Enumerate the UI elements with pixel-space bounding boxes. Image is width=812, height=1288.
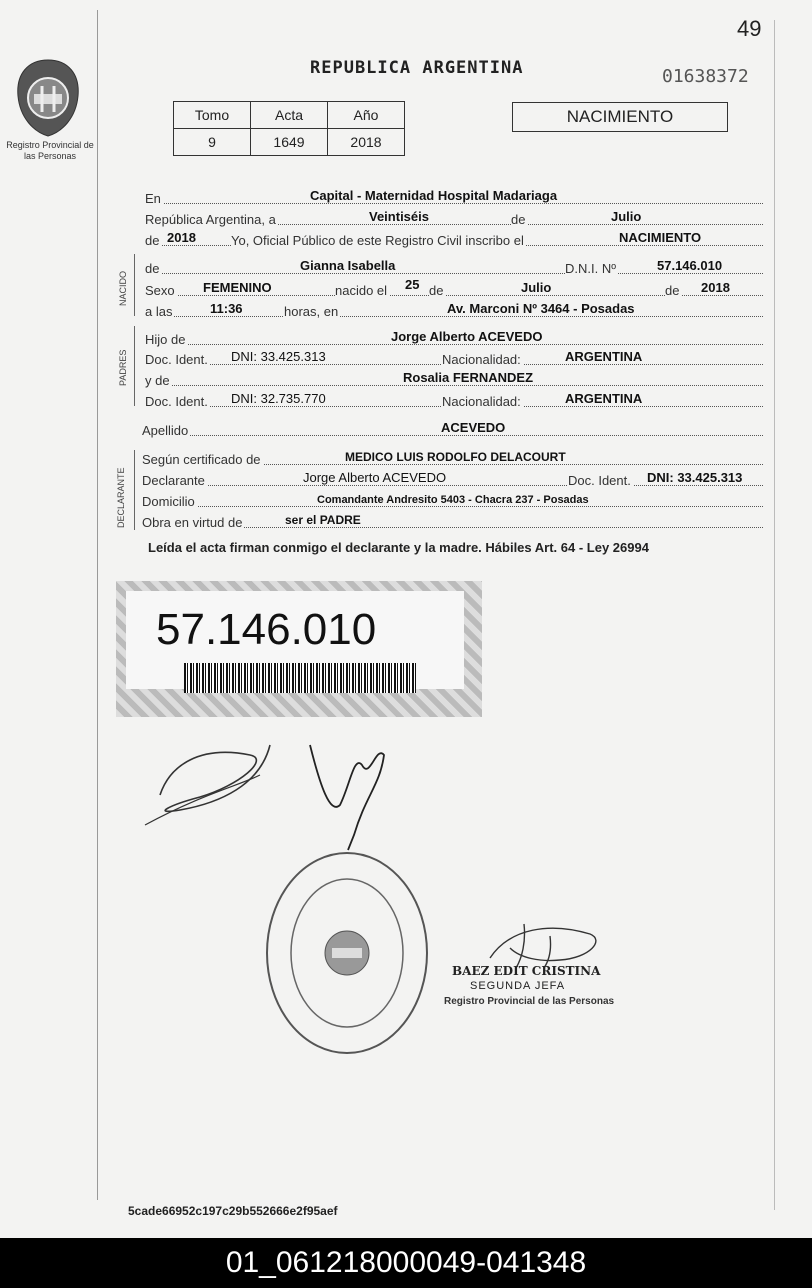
value-mes: Julio [611,209,642,224]
value-apellido: ACEVEDO [441,420,506,435]
header-tomo: Tomo [174,102,251,129]
serial-number: 01638372 [662,66,749,87]
stamp-inner [126,591,464,689]
row-apellido [142,418,763,438]
label-sexo: Sexo [145,283,175,298]
bracket-padres [134,326,135,406]
header-acta: Acta [251,102,328,129]
value-nac-anio: 2018 [701,280,730,295]
value-declarante: Jorge Alberto ACEVEDO [303,470,447,485]
label-nac-de: de [429,283,444,298]
row-en [145,186,763,206]
label-padre-doc: Doc. Ident. [145,352,208,367]
label-en: En [145,191,161,206]
row-madre [145,368,763,388]
logo-caption: Registro Provincial de las Personas [6,140,94,161]
label-decl-doc: Doc. Ident. [568,473,631,488]
label-nombre: de [145,261,160,276]
label-de2: de [145,233,160,248]
footer-id: 01_061218000049-041348 [0,1238,812,1288]
row-nombre [145,256,763,276]
row-declarante [142,468,763,488]
row-anio [145,228,763,248]
stamp-number: 57.146.010 [156,605,377,654]
value-padre-nac: ARGENTINA [565,349,643,364]
signer-role: SEGUNDA JEFA [470,980,566,992]
label-oficial: Yo, Oficial Público de este Registro Civil inscribo el [231,233,524,248]
row-madre-doc [145,389,763,409]
margin-line [97,10,98,1200]
value-nombre: Gianna Isabella [300,258,396,273]
label-horas: horas, en [284,304,339,319]
label-yde: y de [145,373,170,388]
value-en: Capital - Maternidad Hospital Madariaga [310,188,558,203]
row-fecha [145,207,763,227]
margin-line-right [774,20,775,1210]
signer-name: BAEZ EDIT CRISTINA [452,964,601,978]
side-label-declarante: DECLARANTE [116,467,126,528]
value-anio: 2018 [167,230,196,245]
value-nac-dia: 25 [405,277,420,292]
value-nac-mes: Julio [521,280,552,295]
label-declarante: Declarante [142,473,205,488]
value-certificado: MEDICO LUIS RODOLFO DELACOURT [345,450,566,464]
value-tomo: 9 [174,129,251,156]
dni-stamp [116,581,482,717]
document-hash: 5cade66952c197c29b552666e2f95aef [128,1204,338,1218]
signatures [140,725,400,855]
label-hijo: Hijo de [145,332,186,347]
label-padre-nac: Nacionalidad: [442,352,521,367]
document-title: REPUBLICA ARGENTINA [310,58,524,78]
row-obra [142,510,763,530]
record-type-box: NACIMIENTO [512,102,728,132]
registry-header-row [174,102,405,129]
registry-value-row [174,129,405,156]
label-apellido: Apellido [142,423,189,438]
signer-org: Registro Provincial de las Personas [444,996,615,1007]
value-hora: 11:36 [210,301,243,316]
registry-table [173,101,405,156]
value-sexo: FEMENINO [203,280,272,295]
value-madre-doc: DNI: 32.735.770 [231,391,326,406]
value-anio: 2018 [328,129,405,156]
value-dni: 57.146.010 [657,258,723,273]
chief-signature [480,918,610,970]
value-domicilio: Comandante Andresito 5403 - Chacra 237 - Posadas [317,494,589,506]
official-seal [262,848,432,1058]
page-number: 49 [737,16,762,41]
closing-text: Leída el acta firman conmigo el declarante y la madre. Hábiles Art. 64 - Ley 26994 [148,540,649,555]
province-logo [12,56,84,138]
label-nac-de2: de [665,283,680,298]
value-decl-doc: DNI: 33.425.313 [647,470,743,485]
value-padre-doc: DNI: 33.425.313 [231,349,326,364]
label-domicilio: Domicilio [142,494,195,509]
value-madre-nac: ARGENTINA [565,391,643,406]
side-label-padres: PADRES [118,349,128,386]
row-hijo [145,327,763,347]
label-madre-nac: Nacionalidad: [442,394,521,409]
row-domicilio [142,489,763,509]
value-obra: ser el PADRE [285,513,361,527]
value-dia: Veintiséis [369,209,429,224]
row-sexo [145,278,763,298]
label-nacido: nacido el [335,283,388,298]
label-de: de [511,212,526,227]
label-certificado: Según certificado de [142,452,261,467]
value-lugar: Av. Marconi Nº 3464 - Posadas [447,301,635,316]
bracket-declarante [134,450,135,530]
bracket-nacido [134,254,135,316]
value-madre: Rosalia FERNANDEZ [403,370,534,385]
row-certificado [142,447,763,467]
value-padre: Jorge Alberto ACEVEDO [391,329,543,344]
value-inscripcion: NACIMIENTO [619,230,702,245]
value-acta: 1649 [251,129,328,156]
row-hora [145,299,763,319]
label-madre-doc: Doc. Ident. [145,394,208,409]
row-padre-doc [145,347,763,367]
label-fecha: República Argentina, a [145,212,276,227]
barcode [184,663,416,693]
label-dni: D.N.I. Nº [565,261,616,276]
label-obra: Obra en virtud de [142,515,243,530]
label-hora: a las [145,304,173,319]
side-label-nacido: NACIDO [118,270,128,306]
header-anio: Año [328,102,405,129]
